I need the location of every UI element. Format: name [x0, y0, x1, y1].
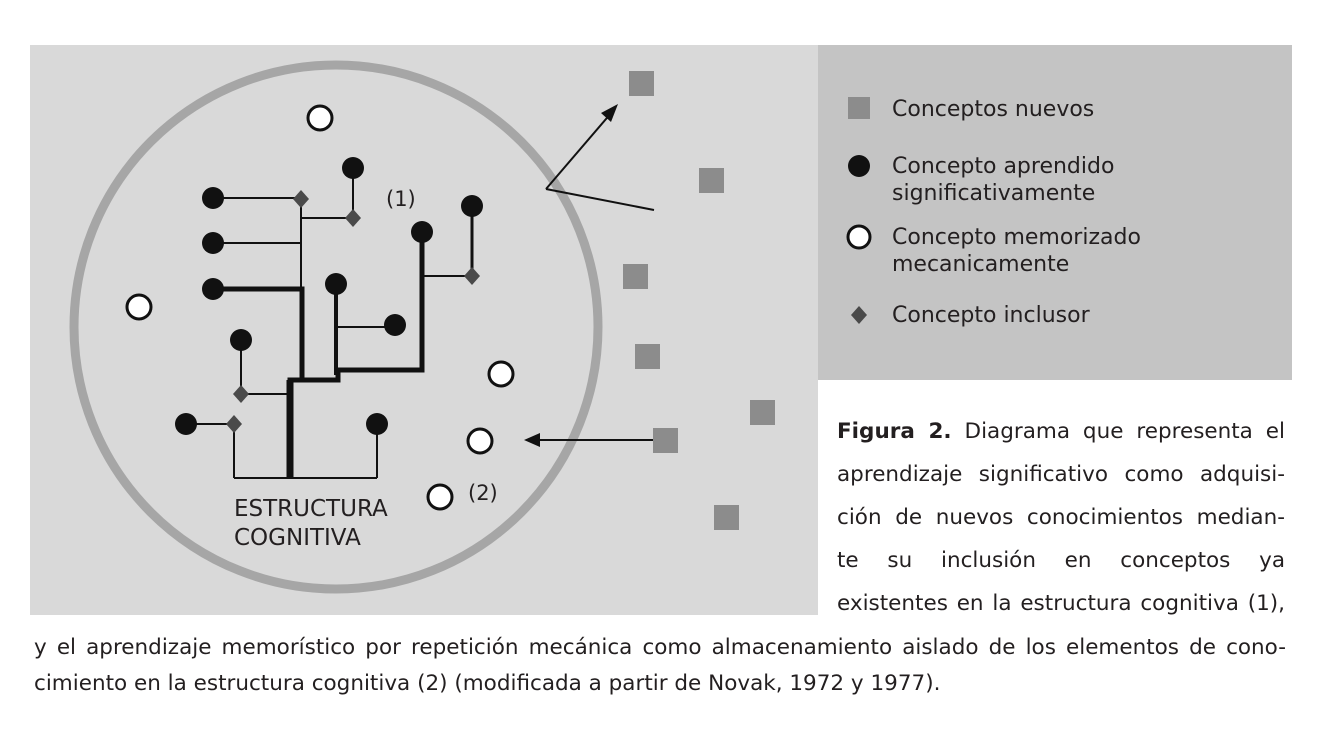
legend-label-cont: mecanicamente — [892, 252, 1070, 277]
legend-label: Concepto memorizado — [892, 225, 1141, 250]
legend-item-memorized — [892, 224, 1141, 278]
legend-item-subsumer — [892, 302, 1090, 329]
legend-item-learned — [892, 153, 1114, 207]
structure-label-line1: ESTRUCTURA — [234, 496, 388, 522]
learned-concept-legend-icon — [848, 155, 870, 177]
caption-right — [837, 410, 1285, 625]
caption-line: te su inclusión en conceptos ya — [837, 548, 1285, 573]
caption-bottom — [34, 630, 1286, 702]
legend-label-cont: significativamente — [892, 181, 1096, 206]
legend-label: Concepto aprendido — [892, 154, 1115, 179]
caption-line: existentes en la estructura cognitiva (1), — [837, 591, 1285, 616]
figure-label: Figura 2. — [837, 419, 952, 444]
caption-line: ción de nuevos conocimientos median- — [837, 505, 1285, 530]
caption-line: Diagrama que representa el — [964, 419, 1285, 444]
memorized-concept-legend-icon — [848, 226, 870, 248]
legend-item-new-concepts — [892, 96, 1094, 123]
caption-line: y el aprendizaje memorístico por repetición mecánica como almacenamiento aislado de los elementos de cono- — [34, 635, 1286, 660]
new-concept-legend-icon — [848, 97, 870, 119]
marker-1: (1) — [386, 187, 416, 211]
legend-label: Concepto inclusor — [892, 303, 1090, 328]
caption-line: cimiento en la estructura cognitiva (2) (modificada a partir de Novak, 1972 y 1977). — [34, 671, 941, 696]
structure-label-line2: COGNITIVA — [234, 525, 361, 551]
legend-label: Conceptos nuevos — [892, 97, 1095, 122]
subsumer-concept-legend-icon — [851, 306, 867, 324]
marker-2: (2) — [468, 481, 498, 505]
caption-line: aprendizaje significativo como adquisi- — [837, 462, 1285, 487]
